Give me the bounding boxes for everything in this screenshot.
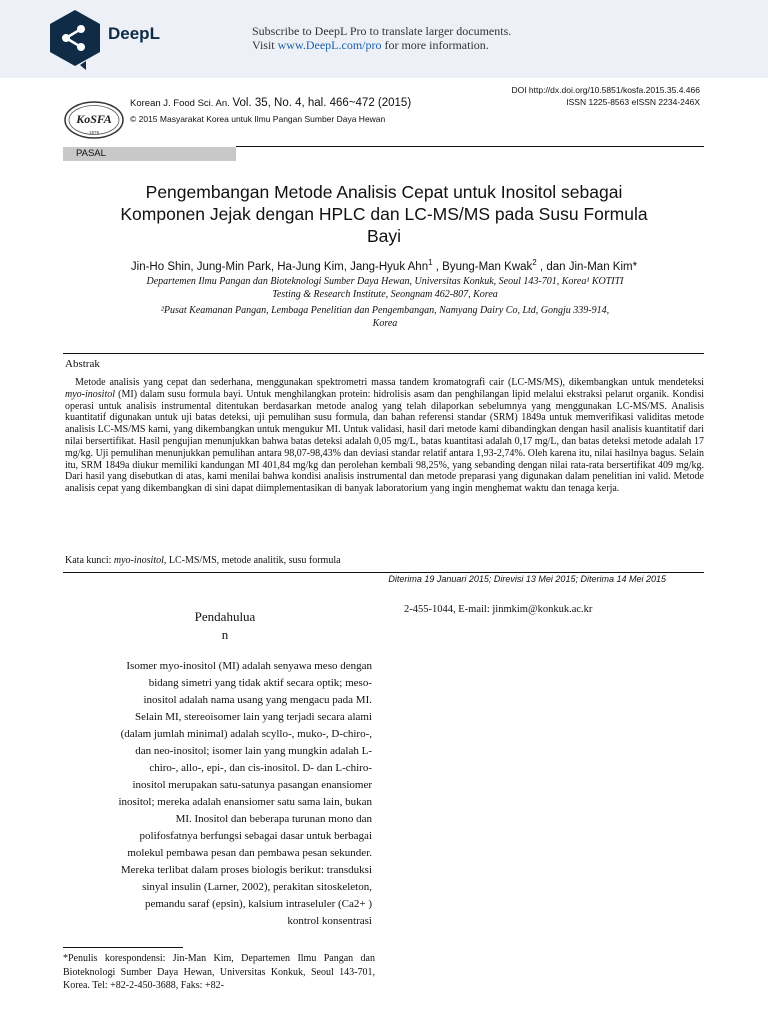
abstract-label: Abstrak (65, 358, 100, 370)
intro-line: pemandu saraf (epsin), kalsium intraseluler (Ca2+ ) (144, 898, 372, 910)
deepl-pro-link[interactable]: www.DeepL.com/pro (277, 38, 382, 52)
intro-line: bidang simetri yang tidak aktif secara optik; meso- (148, 677, 372, 689)
deepl-banner (0, 0, 768, 78)
issn-text: ISSN 1225-8563 eISSN 2234-246X (566, 97, 700, 107)
affiliation-2: ²Pusat Keamanan Pangan, Lembaga Penelitian dan Pengembangan, Namyang Dairy Co, Ltd, Gongju 339-914, Korea (160, 305, 610, 329)
abstract-text: Metode analisis yang cepat dan sederhana, menggunakan spektrometri massa tandem kromatografi cair (LC-MS/MS), dikembangkan untuk mendeteksi myo-inositol (MI) dalam susu formula bayi. Untuk menghilangkan protein: hidrolisis asam dan penghilangan lipid melalui ekstraksi pelarut organik. Kondisi operasi untuk analisis instrumental ditentukan berdasarkan metode analog yang telah dilaporkan sebelumnya yang menggunakan LC-MS/MS. Analisis kuantitatif digunakan untuk uji batas deteksi, uji pemulihan susu formula, dan bahan referensi standar (SRM) 1849a untuk memverifikasi validitas metode analisis LC-MS/MS kami, yang dikembangkan untuk mengukur MI. Untuk validasi, hasil dari metode kami dibandingkan dengan hasil analisis kuantitatif dari nilai bersertifikat. Hasil pengujian menunjukkan bahwa batas deteksi adalah 0,05 mg/L, batas kuantitasi adalah 0,17 mg/L, dan batas deteksi metode adalah 17 mg/kg. Uji pemulihan menunjukkan pemulihan antara 98,07-98,43% dan deviasi standar relatif antara 1,93-2,74%. Oleh karena itu, nilai hasilnya bagus. Selain itu, SRM 1849a diukur memiliki kandungan MI 401,84 mg/kg dan perolehan kembali 98,25%, yang sebanding dengan nilai rata-rata bersertifikat 409 mg/kg. Dari hasil yang disebutkan di atas, kami menilai bahwa kondisi analisis instrumental dan metode preparasi yang digunakan dalam penelitian ini valid. Metode analisis cepat yang dikembangkan di sini dapat diimplementasikan di banyak laboratorium yang ingin menghemat waktu dan tenaga kerja. (65, 377, 704, 495)
abstract-bottom-rule (63, 572, 704, 573)
email-line: 2-455-1044, E-mail: jinmkim@konkuk.ac.kr (404, 604, 593, 615)
copyright-text: © 2015 Masyarakat Korea untuk Ilmu Pangan Sumber Daya Hewan (130, 114, 386, 124)
intro-line: MI. Inositol dan beberapa turunan mono dan (175, 813, 372, 825)
visit-text: Visit www.DeepL.com/pro for more information. (252, 38, 489, 52)
intro-line: inositol merupakan satu-satunya pasangan enansiomer (132, 779, 372, 791)
article-title: Pengembangan Metode Analisis Cepat untuk Inositol sebagai Komponen Jejak dengan HPLC dan LC-MS/MS pada Susu Formula Bayi (120, 182, 648, 246)
intro-line: polifosfatnya berfungsi sebagai dasar untuk berbagai (139, 830, 372, 842)
intro-body (70, 658, 372, 930)
intro-line: sinyal insulin (Larner, 2002), perakitan sitoskeleton, (142, 881, 372, 893)
kosfa-logo (63, 100, 125, 140)
intro-line: inositol; mereka adalah enansiomer satu sama lain, bukan (118, 796, 372, 808)
intro-line: kontrol konsentrasi (287, 915, 372, 927)
received-dates: Diterima 19 Januari 2015; Direvisi 13 Mei 2015; Diterima 14 Mei 2015 (388, 574, 666, 584)
journal-citation: Korean J. Food Sci. An. Vol. 35, No. 4, hal. 466~472 (2015) (130, 97, 412, 109)
kosfa-logo-text: KoSFA (76, 112, 112, 126)
intro-heading: Pendahulua n (194, 609, 256, 642)
affiliation-1: Departemen Ilmu Pangan dan Bioteknologi Sumber Daya Hewan, Universitas Konkuk, Seoul 143-701, Korea¹ KOTITI Testing & Research Institute, Seongnam 462-807, Korea (146, 276, 624, 300)
intro-line: Mereka terlibat dalam proses biologis berikut: transduksi (120, 864, 372, 876)
intro-line: (dalam jumlah minimal) adalah scyllo-, muko-, D-chiro-, (120, 728, 372, 740)
author-list: Jin-Ho Shin, Jung-Min Park, Ha-Jung Kim, Jang-Hyuk Ahn$^1$ , Byung-Man Kwak$^2$ , dan Jin-Man Kim* (130, 258, 638, 273)
deepl-logo-icon (46, 8, 104, 70)
keywords: Kata kunci: myo-inositol, LC-MS/MS, metode analitik, susu formula (65, 555, 341, 566)
doi-block (511, 84, 700, 108)
intro-line: inositol adalah nama usang yang mengacu pada MI. (143, 694, 372, 706)
subscribe-text: Subscribe to DeepL Pro to translate larger documents. (252, 24, 512, 38)
doi-text: DOI http://dx.doi.org/10.5851/kosfa.2015.35.4.466 (511, 85, 700, 95)
deepl-brand-name: DeepL (108, 24, 160, 43)
intro-line: Selain MI, stereoisomer lain yang terjadi secara alami (134, 711, 372, 723)
abstract-top-rule (63, 353, 704, 354)
intro-line: dan neo-inositol; isomer lain yang mungkin adalah L- (135, 745, 372, 757)
intro-line: chiro-, allo-, epi-, dan cis-inositol. D- dan L-chiro- (149, 762, 372, 774)
intro-line: molekul pembawa pesan dan pembawa pesan sekunder. (127, 847, 372, 859)
corresponding-author-footnote: *Penulis korespondensi: Jin-Man Kim, Departemen Ilmu Pangan dan Bioteknologi Sumber Daya Hewan, Universitas Konkuk, Seoul 143-701, Korea. Tel: +82-2-450-3688, Faks: +82- (63, 953, 375, 991)
footnote-rule (63, 947, 183, 948)
header-divider (236, 146, 704, 147)
kosfa-logo-year: 1978 (88, 130, 100, 135)
section-label: PASAL (76, 148, 106, 159)
intro-line: Isomer myo-inositol (MI) adalah senyawa meso dengan (126, 660, 372, 672)
